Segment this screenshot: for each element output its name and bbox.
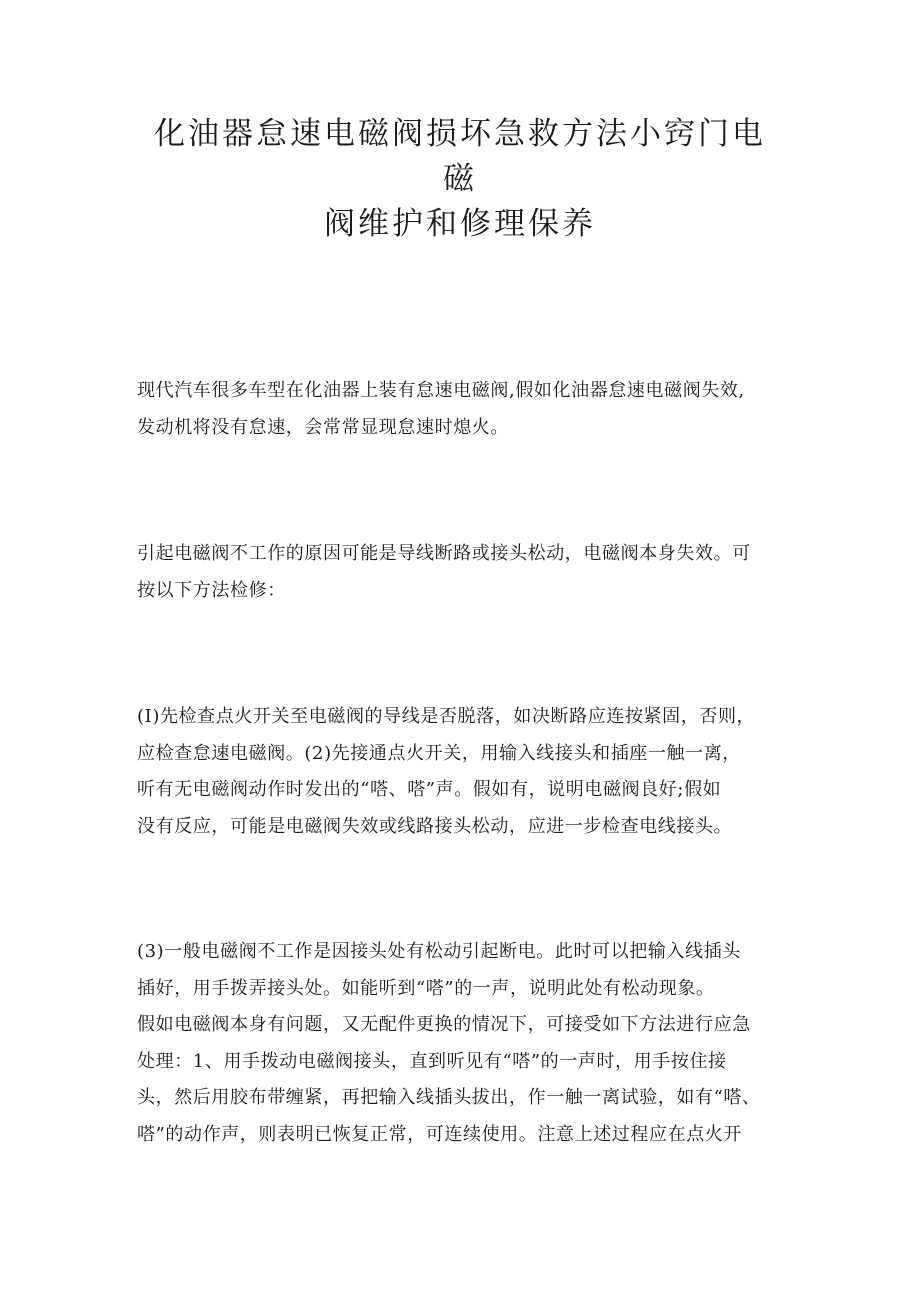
paragraph-steps-1-2	[137, 699, 792, 845]
text-line: 听有无电磁阀动作时发出的“嗒、嗒”声。假如有，说明电磁阀良好;假如	[137, 779, 722, 800]
text-line: 嗒”的动作声，则表明已恢复正常，可连续使用。注意上述过程应在点火开	[137, 1123, 742, 1145]
text-line: (3)一般电磁阀不工作是因接头处有松动引起断电。此时可以把输入线插头	[137, 941, 741, 962]
text-line: 引起电磁阀不工作的原因可能是导线断路或接头松动，电磁阀本身失效。可	[137, 543, 751, 564]
text-line: 按以下方法检修：	[137, 579, 286, 601]
text-line: 插好，用手拨弄接头处。如能听到“嗒”的一声，说明此处有松动现象。	[137, 977, 715, 999]
text-line: 现代汽车很多车型在化油器上装有怠速电磁阀,假如化油器怠速电磁阀失效,	[137, 380, 745, 401]
title-line: 阀维护和修理保养	[324, 206, 596, 242]
text-line: 没有反应，可能是电磁阀失效或线路接头松动，应进一步检查电线接头。	[137, 815, 733, 837]
paragraph-intro	[137, 373, 792, 446]
text-line: 处理：1、用手拨动电磁阀接头，直到听见有“嗒”的一声时，用手按住接	[137, 1050, 727, 1072]
paragraph-causes	[137, 536, 792, 609]
text-line: 发动机将没有怠速，会常常显现怠速时熄火。	[137, 416, 509, 438]
text-line: 头，然后用胶布带缠紧，再把输入线插头拔出，作一触一离试验，如有“嗒、	[137, 1087, 761, 1108]
title-line: 化油器怠速电磁阀损坏急救方法小窍门电磁	[154, 116, 766, 197]
text-line: (I)先检查点火开关至电磁阀的导线是否脱落，如决断路应连按紧固，否则，	[137, 706, 756, 727]
text-line: 应检查怠速电磁阀。(2)先接通点火开关，用输入线接头和插座一触一离，	[137, 742, 741, 764]
document-title	[140, 112, 780, 247]
text-line: 假如电磁阀本身有问题，又无配件更换的情况下，可接受如下方法进行应急	[137, 1014, 751, 1035]
paragraph-step-3	[137, 934, 792, 1153]
